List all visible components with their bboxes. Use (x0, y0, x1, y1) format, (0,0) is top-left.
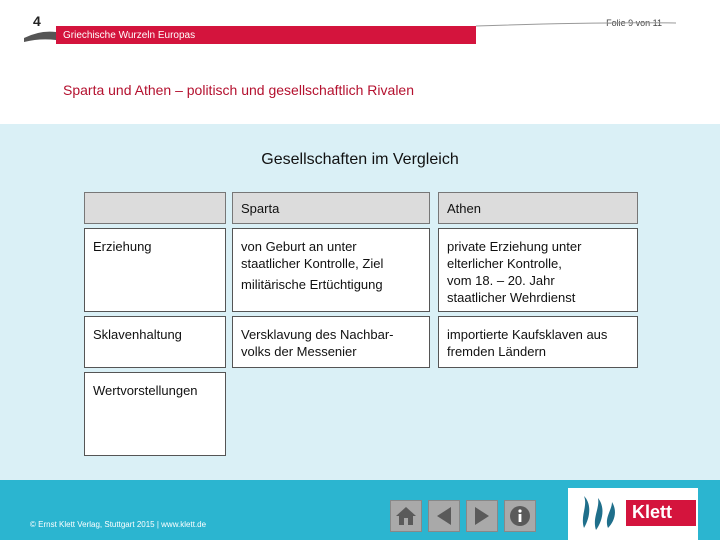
table-header-sparta: Sparta (232, 192, 430, 224)
info-icon (508, 504, 532, 528)
row-label-sklavenhaltung: Sklavenhaltung (84, 316, 226, 368)
table-header-athen: Athen (438, 192, 638, 224)
klett-logo (568, 488, 698, 540)
slide-subtitle: Sparta und Athen – politisch und gesellschaftlich Rivalen (63, 82, 414, 98)
back-icon (434, 505, 454, 527)
slide-number: 4 (33, 13, 41, 29)
forward-button[interactable] (466, 500, 498, 532)
klett-logo-icon (574, 492, 624, 536)
copyright-notice: © Ernst Klett Verlag, Stuttgart 2015 | www.klett.de (30, 520, 207, 529)
table-header-empty (84, 192, 226, 224)
forward-icon (472, 505, 492, 527)
cell-erziehung-athen: private Erziehung unter elterlicher Kontrolle, vom 18. – 20. Jahr staatlicher Wehrdienst (438, 228, 638, 312)
row-label-wertvorstellungen: Wertvorstellungen (84, 372, 226, 456)
home-icon (394, 505, 418, 527)
info-button[interactable] (504, 500, 536, 532)
klett-logo-text: Klett (626, 500, 696, 526)
row-label-erziehung: Erziehung (84, 228, 226, 312)
cell-sklavenhaltung-sparta: Versklavung des Nachbar- volks der Messenier (232, 316, 430, 368)
back-button[interactable] (428, 500, 460, 532)
home-button[interactable] (390, 500, 422, 532)
slide-counter: Folie 9 von 11 (606, 18, 662, 28)
table-heading: Gesellschaften im Vergleich (261, 151, 459, 168)
section-title: Griechische Wurzeln Europas (63, 30, 196, 41)
cell-erziehung-sparta: von Geburt an unter staatlicher Kontrolle, Ziel militärische Ertüchtigung (232, 228, 430, 312)
cell-sklavenhaltung-athen: importierte Kaufsklaven aus fremden Ländern (438, 316, 638, 368)
footer-bar (0, 480, 720, 540)
section-title-bar (56, 26, 476, 44)
